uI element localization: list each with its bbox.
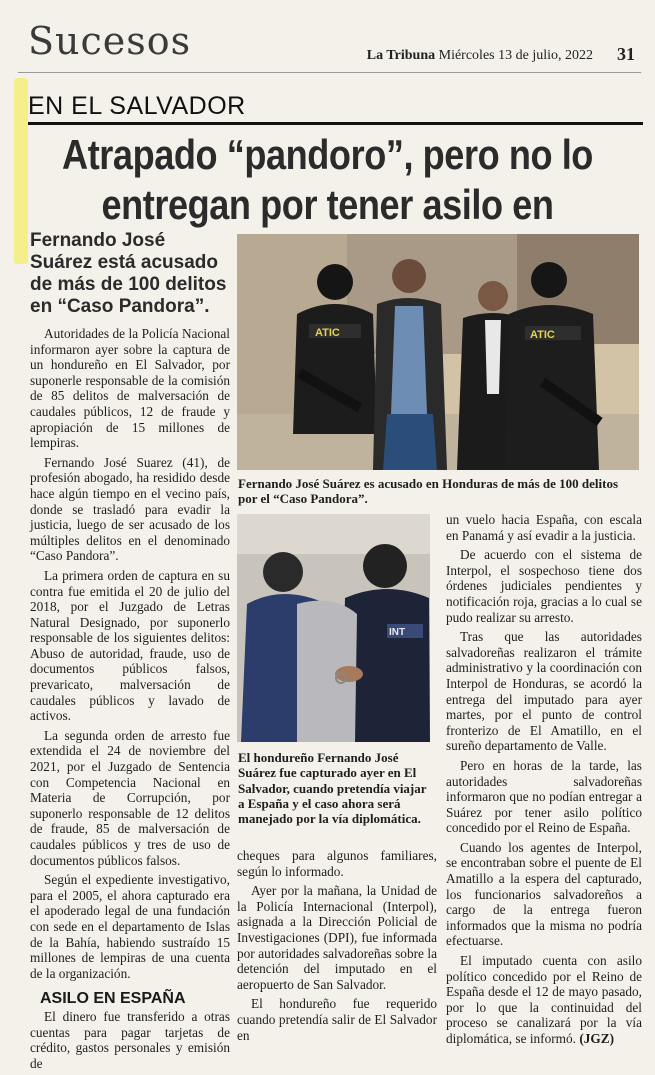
photo-caption: Fernando José Suárez es acusado en Honduras de más de 100 delitos por el “Caso Pandora”. [238,476,619,506]
section-title: Sucesos [28,19,192,63]
handcuffs-photo [237,514,430,742]
article-deck: Fernando José Suárez está acusado de más de 100 delitos en “Caso Pandora”. [30,230,227,317]
vest-label: INT [389,627,406,638]
paragraph: La segunda orden de arresto fue extendida el 24 de noviembre del 2021, por el Juzgado de Sentencia con Competencia Nacional en Materia de Corrupción, por suponerlo responsable de 12 delitos de fraude, 85 de malversación de caudales públicos y tres de uso de documentos públicos falsos. [30,727,230,868]
article-headline: Atrapado “pandoro”, pero no lo entregan por tener asilo en [62,131,593,228]
paragraph: La primera orden de captura en su contra fue emitida el 20 de julio del 2018, por el Juzgado de Letras Natural Designado, por suponerlo responsable de los siguientes delitos: Abuso de autoridad, fraude, uso de documentos públicos falsos, prevaricato, malversación de caudales públicos y lavado de activos. [30,567,230,724]
handcuffs-photo-illustration [237,514,430,742]
article-subhead: ASILO EN ESPAÑA [40,990,186,1008]
article-kicker: EN EL SALVADOR [28,92,246,120]
paragraph: Según el expediente investigativo, para el 2005, el ahora capturado era el apoderado legal de una fundación con sede en el departamento de Islas de la Bahía, habiendo sustraído 15 millones de lempiras de una cuenta de la organización. [30,872,230,981]
paragraph: Pero en horas de la tarde, las autoridades salvadoreñas informaron que no podían entregar a Suárez por tener asilo político concedido por el Reino de España. [446,757,642,836]
paragraph: Autoridades de la Policía Nacional informaron ayer sobre la captura de un hondureño en El Salvador, por suponerle responsable de la comisión de 85 delitos de malversación de caudales públicos, 12 de fraude y apropiación de 15 millones de lempiras. [30,326,230,451]
article-column-2 [237,848,437,1047]
paragraph: un vuelo hacia España, con escala en Panamá y así evadir a la justicia. [446,512,642,543]
paragraph: Fernando José Suarez (41), de profesión abogado, ha residido desde hace algún tiempo en el vecino país, donde se trasladó para evadir la justicia, luego de ser acusado de los múltiples delitos en el denominado “Caso Pandora”. [30,454,230,564]
article-column-3 [446,512,642,1051]
arrest-photo [237,234,639,470]
paragraph [446,953,642,1047]
publication-info [367,48,593,64]
newspaper-name: La Tribuna [366,48,436,63]
page-header [0,0,655,70]
header-divider [18,72,641,73]
vest-label: ATIC [530,329,555,341]
page-number: 31 [617,44,635,64]
highlighter-mark [14,78,28,264]
article-column-1 [30,326,230,1075]
paragraph: Tras que las autoridades salvadoreñas realizaron el trámite administrativo y la coordinación con Interpol de Honduras, se acordó la entrega del imputado para ayer martes, por el punto de control fronterizo de El Amatillo, en el sureño departamento de Valle. [446,629,642,754]
author-signature: (JGZ) [579,1031,615,1046]
kicker-divider [28,122,643,125]
arrest-photo-illustration [237,234,639,470]
paragraph: Cuando los agentes de Interpol, se encontraban sobre el puente de El Amatillo a la espera del capturado, los funcionarios salvadoreños a cargo de la entrega fueron informados que la misma no podría efectuarse. [446,839,642,949]
photo-caption: El hondureño Fernando José Suárez fue capturado ayer en El Salvador, cuando pretendía viajar a España y el caso ahora será manejado por la vía diplomática. [238,750,427,827]
paragraph: El dinero fue transferido a otras cuentas para pagar tarjetas de crédito, gastos personales y emisión de [30,1008,230,1071]
issue-date: Miércoles 13 de julio, 2022 [438,48,593,63]
paragraph: De acuerdo con el sistema de Interpol, el sospechoso tiene dos órdenes judiciales pendientes y notificación roja, gracias a lo cual se pudo realizar su arresto. [446,547,642,625]
vest-label: ATIC [315,327,340,339]
paragraph: El hondureño fue requerido cuando pretendía salir de El Salvador en [237,996,437,1043]
paragraph: cheques para algunos familiares, según lo informado. [237,848,437,879]
paragraph-text: El imputado cuenta con asilo político concedido por el Reino de España desde el 12 de mayo pasado, por lo que la continuidad del proceso se canalizará por la vía diplomática, se informó. [446,953,642,1046]
paragraph: Ayer por la mañana, la Unidad de la Policía Internacional (Interpol), asignada a la Dirección Policial de Investigaciones (DPI), fue informada por autoridades salvadoreñas sobre la detención del imputado en el aeropuerto de San Salvador. [237,883,437,992]
